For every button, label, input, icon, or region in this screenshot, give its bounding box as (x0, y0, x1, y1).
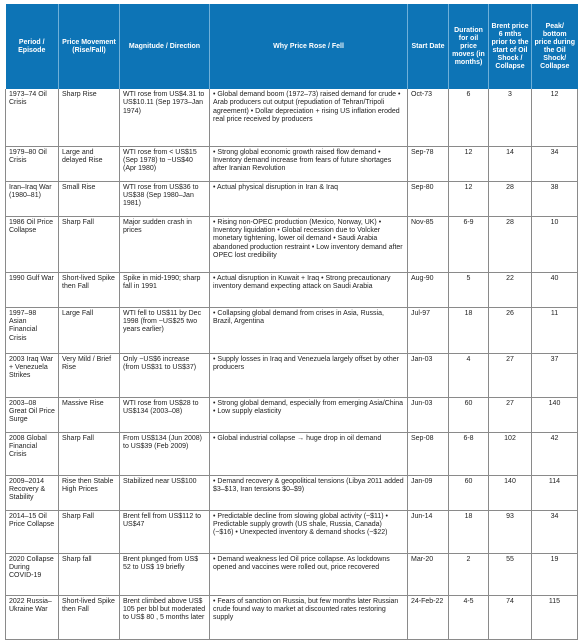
cell-movement: Large and delayed Rise (59, 146, 120, 181)
cell-duration: 6 (449, 89, 489, 146)
cell-movement: Sharp Fall (59, 510, 120, 553)
cell-why: • Supply losses in Iraq and Venezuela largely offset by other producers (210, 353, 408, 397)
cell-peak: 115 (532, 595, 578, 639)
cell-start: Jan-09 (408, 475, 449, 510)
cell-movement: Rise then Stable High Prices (59, 475, 120, 510)
cell-duration: 12 (449, 146, 489, 181)
header-start-date: Start Date (408, 4, 449, 89)
cell-period: 2003–08 Great Oil Price Surge (6, 397, 59, 432)
cell-movement: Massive Rise (59, 397, 120, 432)
cell-peak: 12 (532, 89, 578, 146)
cell-movement: Short-lived Spike then Fall (59, 272, 120, 307)
cell-peak: 38 (532, 181, 578, 216)
table-row (6, 510, 578, 553)
cell-peak: 40 (532, 272, 578, 307)
cell-brent-prior: 28 (489, 181, 532, 216)
cell-peak: 34 (532, 146, 578, 181)
header-period: Period / Episode (6, 4, 59, 89)
cell-why: • Strong global economic growth raised flow demand • Inventory demand increase from fears of future shortages after Iranian Revolution (210, 146, 408, 181)
cell-period: 2003 Iraq War + Venezuela Strikes (6, 353, 59, 397)
cell-brent-prior: 93 (489, 510, 532, 553)
cell-start: Oct-73 (408, 89, 449, 146)
cell-brent-prior: 27 (489, 397, 532, 432)
cell-why: • Global demand boom (1972–73) raised demand for crude • Arab producers cut output (repudiation of Tehran/Tripoli agreement) • Dollar depreciation + rising US inflation eroded real price received by producers (210, 89, 408, 146)
cell-period: 1990 Gulf War (6, 272, 59, 307)
cell-magnitude: From US$134 (Jun 2008) to US$39 (Feb 2009) (120, 432, 210, 475)
cell-peak: 19 (532, 553, 578, 595)
cell-peak: 37 (532, 353, 578, 397)
cell-start: Jul-97 (408, 307, 449, 353)
cell-brent-prior: 102 (489, 432, 532, 475)
cell-duration: 18 (449, 307, 489, 353)
cell-magnitude: Stabilized near US$100 (120, 475, 210, 510)
cell-period: 1986 Oil Price Collapse (6, 216, 59, 272)
oil-price-table-container (5, 4, 577, 640)
cell-movement: Short-lived Spike then Fall (59, 595, 120, 639)
cell-magnitude: Brent climbed above US$ 105 per bbl but moderated to US$ 80 , 5 months later (120, 595, 210, 639)
cell-period: 1979–80 Oil Crisis (6, 146, 59, 181)
cell-start: Jun-03 (408, 397, 449, 432)
cell-peak: 140 (532, 397, 578, 432)
cell-duration: 6-8 (449, 432, 489, 475)
table-row (6, 553, 578, 595)
cell-period: 2009–2014 Recovery & Stability (6, 475, 59, 510)
cell-start: 24-Feb-22 (408, 595, 449, 639)
cell-magnitude: WTI rose from US$4.31 to US$10.11 (Sep 1973–Jan 1974) (120, 89, 210, 146)
table-row (6, 475, 578, 510)
table-row (6, 432, 578, 475)
table-row (6, 181, 578, 216)
cell-brent-prior: 14 (489, 146, 532, 181)
table-row (6, 89, 578, 146)
cell-magnitude: Only ~US$6 increase (from US$31 to US$37) (120, 353, 210, 397)
cell-why: • Strong global demand, especially from emerging Asia/China • Low supply elasticity (210, 397, 408, 432)
cell-why: • Actual disruption in Kuwait + Iraq • Strong precautionary inventory demand expecting attack on Saudi Arabia (210, 272, 408, 307)
cell-why: • Rising non-OPEC production (Mexico, Norway, UK) • Inventory liquidation • Global recession due to Volcker monetary tightening, lower oil demand • Saudi Arabia abandoned production restraint • Low inventory demand after OPEC lost credibility (210, 216, 408, 272)
cell-magnitude: Spike in mid-1990; sharp fall in 1991 (120, 272, 210, 307)
cell-brent-prior: 140 (489, 475, 532, 510)
cell-magnitude: WTI rose from US$36 to US$38 (Sep 1980–Jan 1981) (120, 181, 210, 216)
cell-start: Sep-78 (408, 146, 449, 181)
table-row (6, 216, 578, 272)
cell-magnitude: Brent fell from US$112 to US$47 (120, 510, 210, 553)
cell-movement: Large Fall (59, 307, 120, 353)
cell-brent-prior: 22 (489, 272, 532, 307)
header-duration: Duration for oil price moves (in months) (449, 4, 489, 89)
header-peak-bottom: Peak/ bottom price during the Oil Shock/ Collapse (532, 4, 578, 89)
cell-duration: 4-5 (449, 595, 489, 639)
cell-brent-prior: 3 (489, 89, 532, 146)
cell-start: Aug-90 (408, 272, 449, 307)
cell-magnitude: Brent plunged from US$ 52 to US$ 19 briefly (120, 553, 210, 595)
cell-brent-prior: 55 (489, 553, 532, 595)
cell-peak: 34 (532, 510, 578, 553)
cell-duration: 12 (449, 181, 489, 216)
cell-period: 1997–98 Asian Financial Crisis (6, 307, 59, 353)
cell-brent-prior: 74 (489, 595, 532, 639)
table-row (6, 307, 578, 353)
table-header-row (6, 4, 578, 89)
cell-why: • Demand recovery & geopolitical tensions (Libya 2011 added $3–$13, Iran tensions $0–$9) (210, 475, 408, 510)
oil-price-episodes-table (5, 4, 578, 640)
cell-why: • Predictable decline from slowing global activity (~$11) • Predictable supply growth (US shale, Russia, Canada) (~$16) • Unexpected inventory & demand shocks (~$22) (210, 510, 408, 553)
cell-duration: 2 (449, 553, 489, 595)
table-row (6, 397, 578, 432)
cell-period: 2022 Russia–Ukraine War (6, 595, 59, 639)
cell-why: • Global industrial collapse → huge drop in oil demand (210, 432, 408, 475)
cell-brent-prior: 26 (489, 307, 532, 353)
cell-duration: 60 (449, 397, 489, 432)
cell-period: Iran–Iraq War (1980–81) (6, 181, 59, 216)
cell-start: Jan-03 (408, 353, 449, 397)
cell-brent-prior: 28 (489, 216, 532, 272)
cell-duration: 5 (449, 272, 489, 307)
cell-movement: Very Mild / Brief Rise (59, 353, 120, 397)
cell-peak: 10 (532, 216, 578, 272)
header-why: Why Price Rose / Fell (210, 4, 408, 89)
cell-magnitude: WTI fell to US$11 by Dec 1998 (from ~US$25 two years earlier) (120, 307, 210, 353)
cell-brent-prior: 27 (489, 353, 532, 397)
cell-peak: 114 (532, 475, 578, 510)
cell-movement: Sharp Fall (59, 432, 120, 475)
cell-movement: Sharp Rise (59, 89, 120, 146)
cell-magnitude: WTI rose from US$28 to US$134 (2003–08) (120, 397, 210, 432)
cell-period: 2014–15 Oil Price Collapse (6, 510, 59, 553)
cell-period: 2020 Collapse During COVID-19 (6, 553, 59, 595)
cell-period: 2008 Global Financial Crisis (6, 432, 59, 475)
cell-duration: 18 (449, 510, 489, 553)
table-row (6, 353, 578, 397)
cell-peak: 42 (532, 432, 578, 475)
cell-why: • Fears of sanction on Russia, but few months later Russian crude found way to market at discounted rates restoring supply (210, 595, 408, 639)
cell-duration: 6-9 (449, 216, 489, 272)
cell-why: • Actual physical disruption in Iran & Iraq (210, 181, 408, 216)
cell-why: • Collapsing global demand from crises in Asia, Russia, Brazil, Argentina (210, 307, 408, 353)
cell-duration: 4 (449, 353, 489, 397)
header-brent-prior: Brent price 6 mths prior to the start of Oil Shock / Collapse (489, 4, 532, 89)
cell-start: Nov-85 (408, 216, 449, 272)
table-row (6, 595, 578, 639)
cell-start: Jun-14 (408, 510, 449, 553)
cell-start: Sep-80 (408, 181, 449, 216)
cell-magnitude: Major sudden crash in prices (120, 216, 210, 272)
cell-peak: 11 (532, 307, 578, 353)
cell-movement: Small Rise (59, 181, 120, 216)
cell-magnitude: WTI rose from < US$15 (Sep 1978) to ~US$40 (Apr 1980) (120, 146, 210, 181)
header-magnitude: Magnitude / Direction (120, 4, 210, 89)
cell-why: • Demand weakness led Oil price collapse. As lockdowns opened and vaccines were rolled out, price recovered (210, 553, 408, 595)
cell-movement: Sharp Fall (59, 216, 120, 272)
cell-start: Mar-20 (408, 553, 449, 595)
cell-duration: 60 (449, 475, 489, 510)
table-row (6, 146, 578, 181)
header-price-movement: Price Movement (Rise/Fall) (59, 4, 120, 89)
table-row (6, 272, 578, 307)
cell-start: Sep-08 (408, 432, 449, 475)
cell-movement: Sharp fall (59, 553, 120, 595)
cell-period: 1973–74 Oil Crisis (6, 89, 59, 146)
